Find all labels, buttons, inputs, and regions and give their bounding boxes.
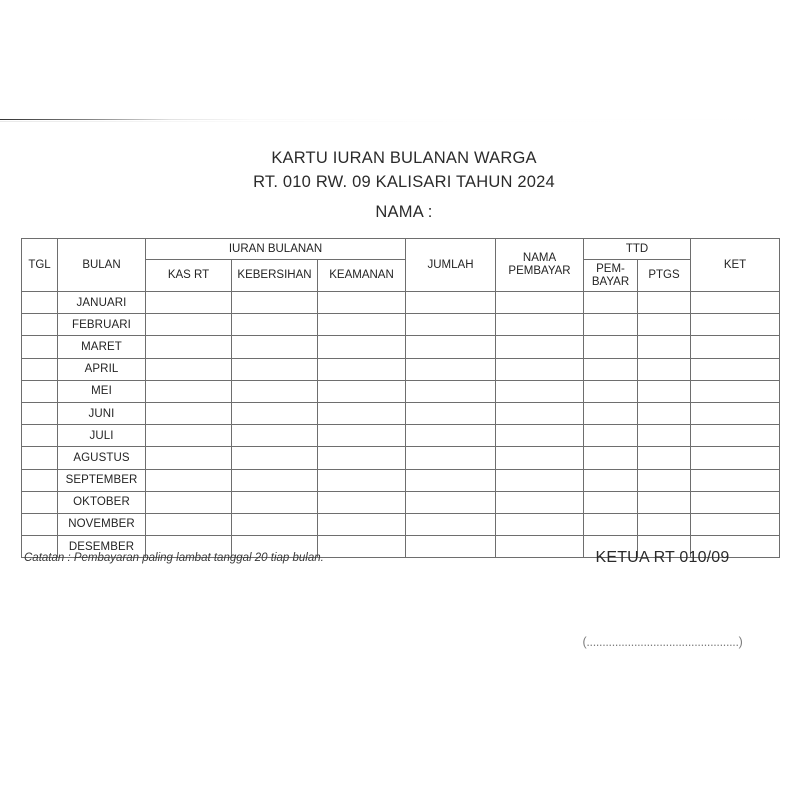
cell-bulan[interactable]: NOVEMBER — [58, 513, 146, 535]
cell-tgl[interactable] — [22, 380, 58, 402]
cell-kebersihan[interactable] — [232, 447, 318, 469]
header-tgl: TGL — [22, 239, 58, 292]
table-row — [22, 380, 780, 402]
table-header-row-top — [22, 239, 780, 260]
cell-jumlah[interactable] — [406, 513, 496, 535]
cell-ttd-ptgs[interactable] — [638, 314, 691, 336]
header-ttd-ptgs: PTGS — [638, 260, 691, 292]
dues-table — [21, 238, 780, 558]
table-head — [22, 239, 780, 292]
cell-ttd-ptgs[interactable] — [638, 425, 691, 447]
cell-kas-rt[interactable] — [146, 513, 232, 535]
table-row — [22, 314, 780, 336]
cell-tgl[interactable] — [22, 292, 58, 314]
header-ttd: TTD — [584, 239, 691, 260]
cell-ttd-ptgs[interactable] — [638, 513, 691, 535]
cell-kebersihan[interactable] — [232, 491, 318, 513]
table-row — [22, 358, 780, 380]
cell-keamanan[interactable] — [318, 425, 406, 447]
cell-ket[interactable] — [691, 358, 780, 380]
cell-keamanan[interactable] — [318, 314, 406, 336]
table-row — [22, 336, 780, 358]
cell-kas-rt[interactable] — [146, 447, 232, 469]
table-row — [22, 491, 780, 513]
cell-jumlah[interactable] — [406, 402, 496, 424]
cell-ttd-ptgs[interactable] — [638, 402, 691, 424]
cell-keamanan[interactable] — [318, 469, 406, 491]
table-body — [22, 292, 780, 558]
cell-kas-rt[interactable] — [146, 336, 232, 358]
cell-nama-pembayar[interactable] — [496, 469, 584, 491]
cell-kas-rt[interactable] — [146, 491, 232, 513]
cell-kas-rt[interactable] — [146, 358, 232, 380]
cell-ket[interactable] — [691, 491, 780, 513]
cell-bulan[interactable]: OKTOBER — [58, 491, 146, 513]
cell-bulan[interactable]: MEI — [58, 380, 146, 402]
cell-jumlah[interactable] — [406, 425, 496, 447]
cell-tgl[interactable] — [22, 314, 58, 336]
header-nama-pembayar: NAMA PEMBAYAR — [496, 239, 584, 292]
cell-nama-pembayar[interactable] — [496, 380, 584, 402]
cell-nama-pembayar[interactable] — [496, 513, 584, 535]
cell-jumlah[interactable] — [406, 292, 496, 314]
cell-keamanan[interactable] — [318, 292, 406, 314]
scan-edge-line-secondary — [0, 121, 800, 122]
cell-kebersihan[interactable] — [232, 402, 318, 424]
signature-dotted-line: (................................................) — [582, 635, 743, 649]
cell-bulan[interactable]: SEPTEMBER — [58, 469, 146, 491]
cell-keamanan[interactable] — [318, 402, 406, 424]
cell-ket[interactable] — [691, 314, 780, 336]
title-line-2: RT. 010 RW. 09 KALISARI TAHUN 2024 — [253, 173, 555, 191]
table-row — [22, 425, 780, 447]
cell-keamanan[interactable] — [318, 447, 406, 469]
cell-ttd-pembayar[interactable] — [584, 447, 638, 469]
payment-note: Catatan : Pembayaran paling lambat tanggal 20 tiap bulan. — [24, 552, 324, 564]
cell-ttd-ptgs[interactable] — [638, 491, 691, 513]
cell-ttd-ptgs[interactable] — [638, 380, 691, 402]
cell-kebersihan[interactable] — [232, 469, 318, 491]
cell-tgl[interactable] — [22, 491, 58, 513]
cell-jumlah[interactable] — [406, 380, 496, 402]
table-row — [22, 447, 780, 469]
cell-keamanan[interactable] — [318, 513, 406, 535]
name-field-label: NAMA : — [375, 203, 433, 221]
cell-ttd-ptgs[interactable] — [638, 292, 691, 314]
header-kas-rt: KAS RT — [146, 260, 232, 292]
table-row — [22, 292, 780, 314]
cell-ttd-pembayar[interactable] — [584, 358, 638, 380]
cell-ttd-ptgs[interactable] — [638, 358, 691, 380]
signature-block — [545, 549, 780, 649]
cell-bulan[interactable]: JANUARI — [58, 292, 146, 314]
cell-kas-rt[interactable] — [146, 425, 232, 447]
cell-ket[interactable] — [691, 292, 780, 314]
table-row — [22, 513, 780, 535]
header-jumlah: JUMLAH — [406, 239, 496, 292]
cell-bulan[interactable]: MARET — [58, 336, 146, 358]
cell-ttd-pembayar[interactable] — [584, 380, 638, 402]
cell-nama-pembayar[interactable] — [496, 425, 584, 447]
cell-kas-rt[interactable] — [146, 380, 232, 402]
table-row — [22, 402, 780, 424]
cell-ket[interactable] — [691, 402, 780, 424]
cell-kebersihan[interactable] — [232, 292, 318, 314]
cell-ket[interactable] — [691, 425, 780, 447]
cell-jumlah[interactable] — [406, 447, 496, 469]
cell-ttd-pembayar[interactable] — [584, 336, 638, 358]
cell-ttd-pembayar[interactable] — [584, 491, 638, 513]
cell-keamanan[interactable] — [318, 336, 406, 358]
cell-ttd-ptgs[interactable] — [638, 469, 691, 491]
cell-nama-pembayar[interactable] — [496, 491, 584, 513]
cell-kebersihan[interactable] — [232, 358, 318, 380]
cell-nama-pembayar[interactable] — [496, 447, 584, 469]
cell-keamanan[interactable] — [318, 491, 406, 513]
cell-ttd-pembayar[interactable] — [584, 425, 638, 447]
cell-tgl[interactable] — [22, 425, 58, 447]
cell-kas-rt[interactable] — [146, 402, 232, 424]
cell-jumlah[interactable] — [406, 536, 496, 558]
cell-ttd-pembayar[interactable] — [584, 292, 638, 314]
header-keamanan: KEAMANAN — [318, 260, 406, 292]
cell-bulan[interactable]: APRIL — [58, 358, 146, 380]
cell-kas-rt[interactable] — [146, 292, 232, 314]
cell-kebersihan[interactable] — [232, 380, 318, 402]
signature-title: KETUA RT 010/09 — [595, 549, 730, 566]
cell-nama-pembayar[interactable] — [496, 292, 584, 314]
cell-tgl[interactable] — [22, 402, 58, 424]
table-row — [22, 469, 780, 491]
cell-jumlah[interactable] — [406, 336, 496, 358]
cell-ttd-pembayar[interactable] — [584, 402, 638, 424]
cell-tgl[interactable] — [22, 358, 58, 380]
cell-ttd-pembayar[interactable] — [584, 314, 638, 336]
cell-kebersihan[interactable] — [232, 513, 318, 535]
cell-ket[interactable] — [691, 469, 780, 491]
cell-kas-rt[interactable] — [146, 469, 232, 491]
cell-ket[interactable] — [691, 336, 780, 358]
cell-nama-pembayar[interactable] — [496, 314, 584, 336]
header-kebersihan: KEBERSIHAN — [232, 260, 318, 292]
cell-bulan[interactable]: DESEMBER — [58, 536, 146, 558]
cell-keamanan[interactable] — [318, 380, 406, 402]
cell-tgl[interactable] — [22, 447, 58, 469]
cell-ttd-pembayar[interactable] — [584, 513, 638, 535]
cell-kas-rt[interactable] — [146, 314, 232, 336]
cell-tgl[interactable] — [22, 469, 58, 491]
cell-ket[interactable] — [691, 447, 780, 469]
header-ket: KET — [691, 239, 780, 292]
cell-bulan[interactable]: FEBRUARI — [58, 314, 146, 336]
cell-ttd-ptgs[interactable] — [638, 336, 691, 358]
cell-keamanan[interactable] — [318, 358, 406, 380]
cell-ket[interactable] — [691, 513, 780, 535]
cell-jumlah[interactable] — [406, 469, 496, 491]
cell-nama-pembayar[interactable] — [496, 358, 584, 380]
header-iuran-bulanan: IURAN BULANAN — [146, 239, 406, 260]
cell-jumlah[interactable] — [406, 358, 496, 380]
cell-bulan[interactable]: JUNI — [58, 402, 146, 424]
header-bulan: BULAN — [58, 239, 146, 292]
cell-ttd-pembayar[interactable] — [584, 469, 638, 491]
cell-bulan[interactable]: AGUSTUS — [58, 447, 146, 469]
document-heading — [0, 146, 800, 224]
header-ttd-pembayar: PEM-BAYAR — [584, 260, 638, 292]
cell-tgl[interactable] — [22, 336, 58, 358]
scan-edge-line — [0, 119, 800, 120]
cell-ket[interactable] — [691, 380, 780, 402]
cell-nama-pembayar[interactable] — [496, 402, 584, 424]
cell-kebersihan[interactable] — [232, 336, 318, 358]
cell-kebersihan[interactable] — [232, 314, 318, 336]
cell-kebersihan[interactable] — [232, 425, 318, 447]
cell-keamanan[interactable] — [318, 536, 406, 558]
cell-tgl[interactable] — [22, 513, 58, 535]
cell-ttd-ptgs[interactable] — [638, 447, 691, 469]
cell-nama-pembayar[interactable] — [496, 336, 584, 358]
cell-jumlah[interactable] — [406, 491, 496, 513]
cell-bulan[interactable]: JULI — [58, 425, 146, 447]
cell-jumlah[interactable] — [406, 314, 496, 336]
title-line-1: KARTU IURAN BULANAN WARGA — [271, 149, 537, 167]
